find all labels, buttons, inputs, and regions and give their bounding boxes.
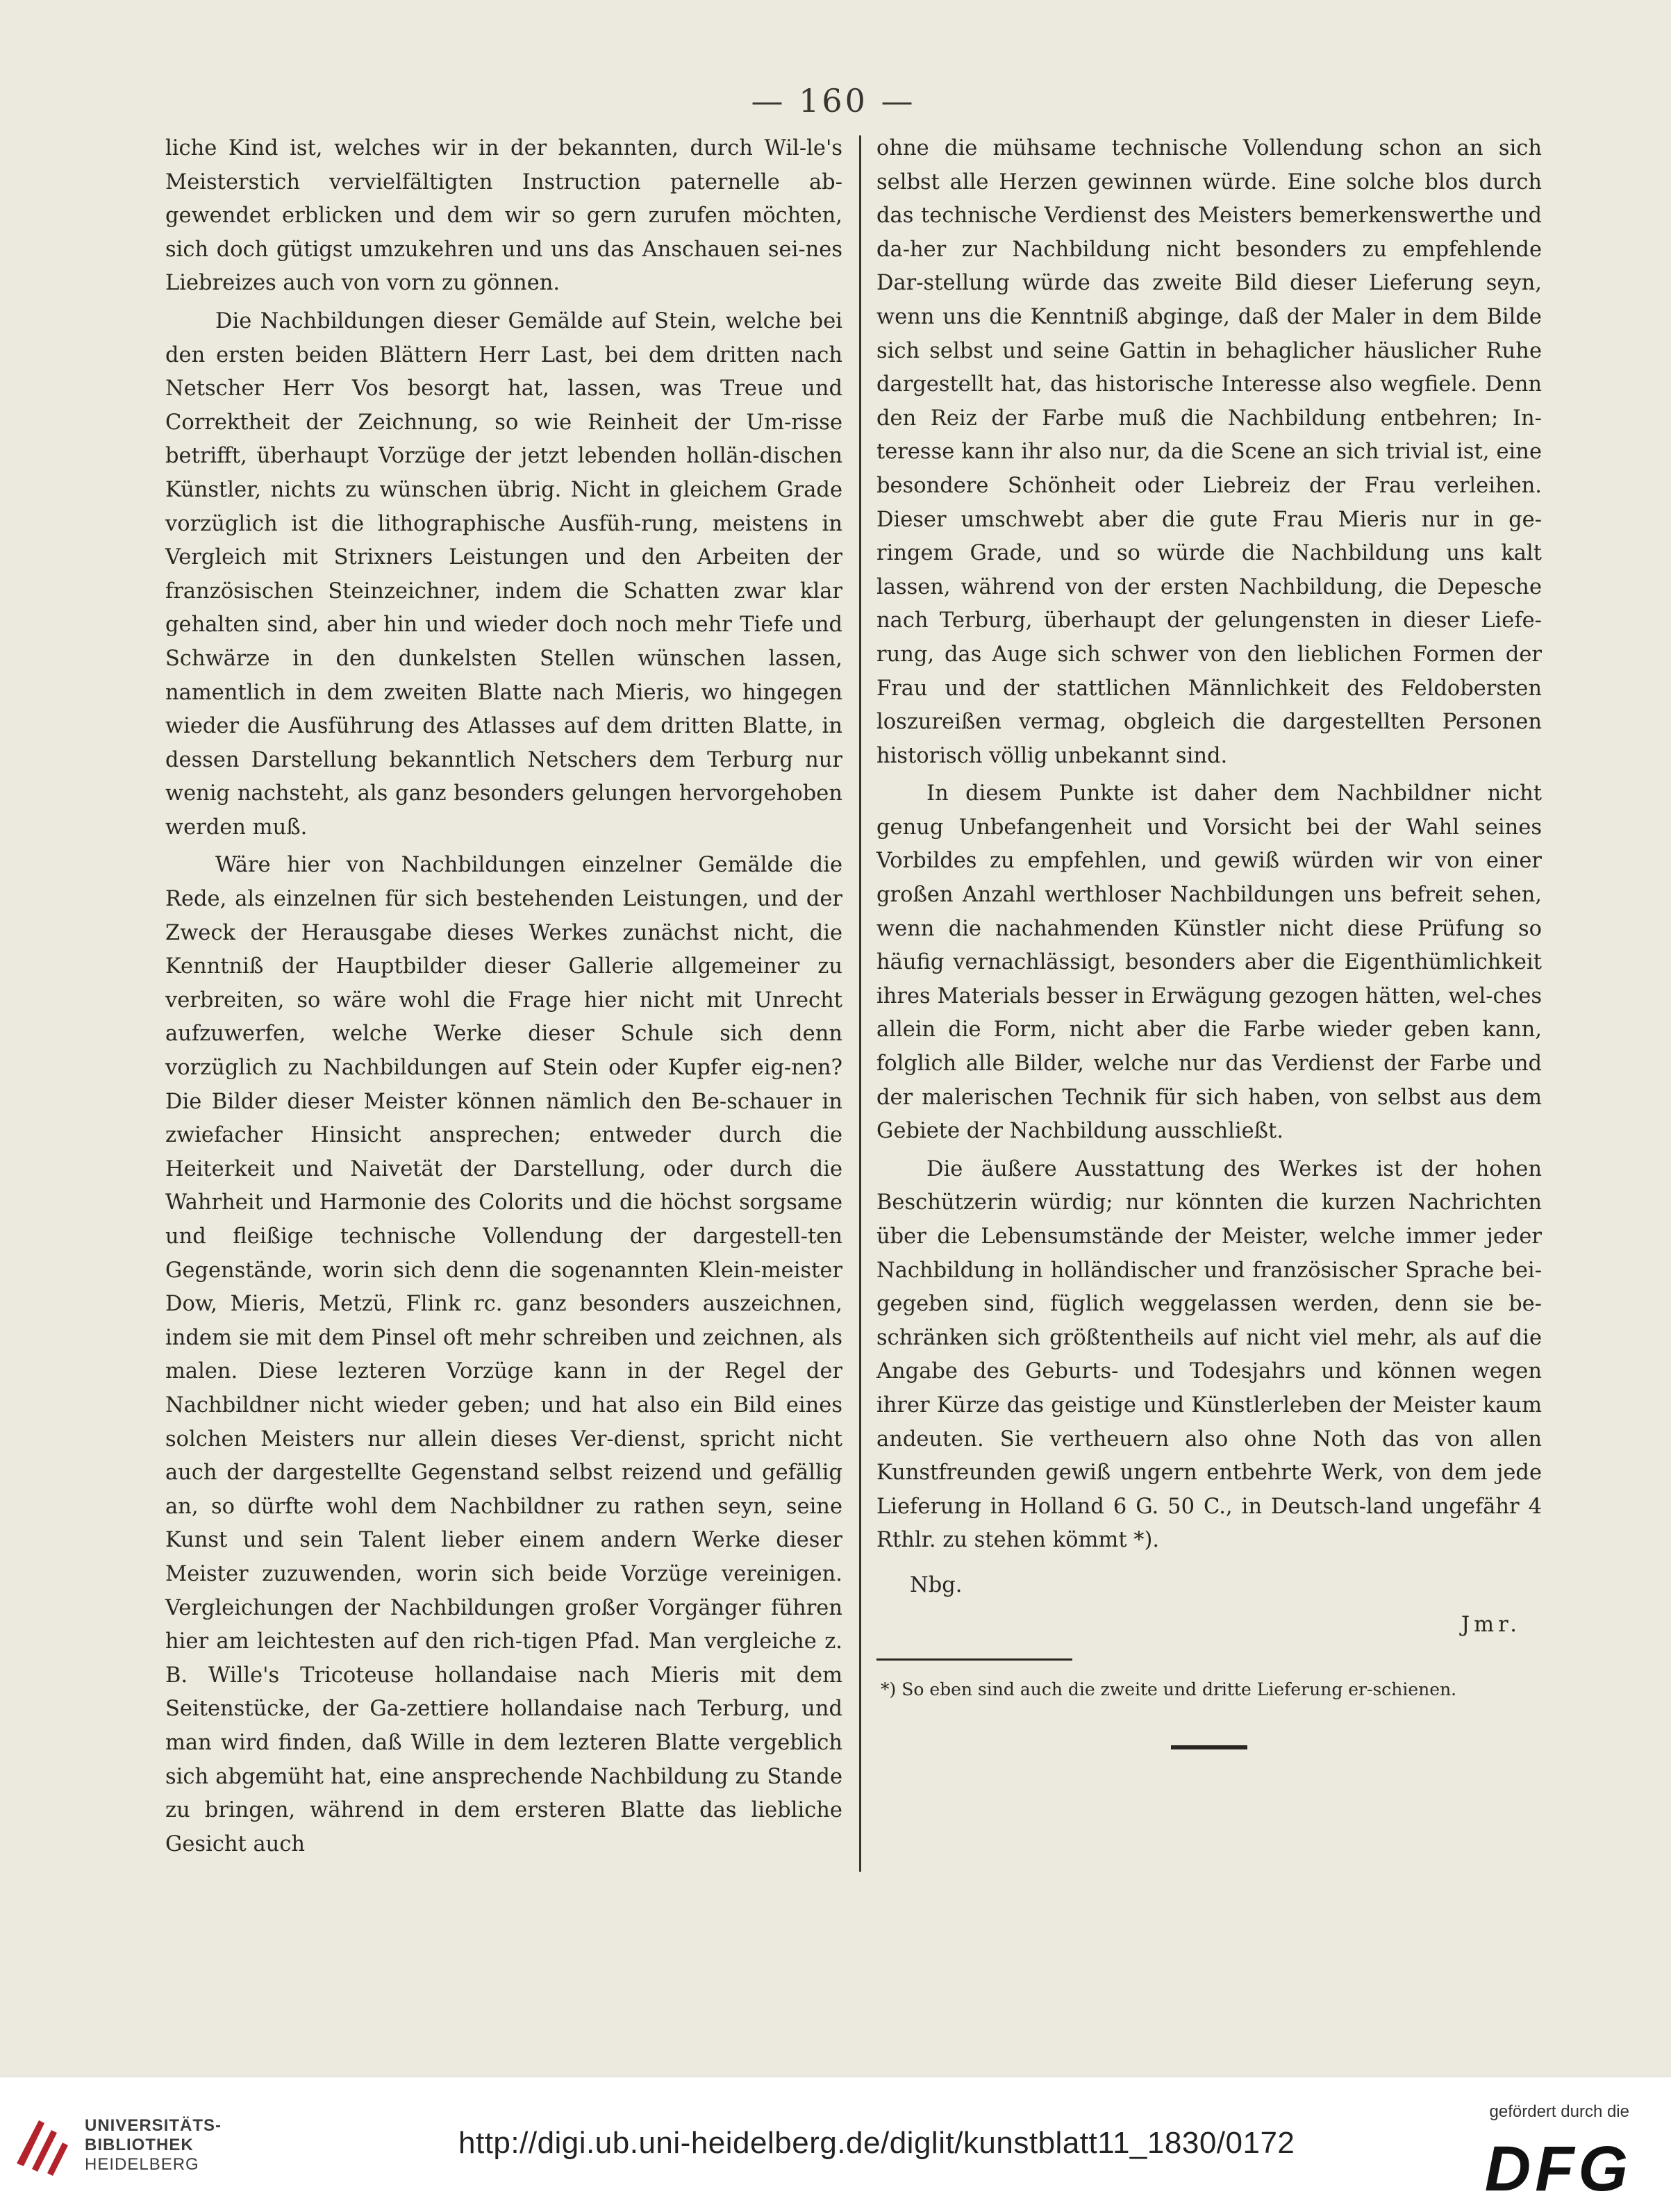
paragraph: Die äußere Ausstattung des Werkes ist der hohen Beschützerin würdig; nur könnten die kurzen Nachrichten über die Lebensumstände der Meister, welche immer jeder Nachbildung in holländischer und französischer Sprache bei-gegeben sind, füglich weggelassen werden, denn sie be-schränken sich größtentheils auf nicht viel mehr, als auf die Angabe des Geburts- und Todesjahrs und können wegen ihrer Kürze das geistige und Künstlerleben der Meister kaum andeuten. Sie vertheuern also ohne Noth das von allen Kunstfreunden gewiß ungern entbehrte Werk, von dem jede Lieferung in Holland 6 G. 50 C., in Deutsch-land ungefähr 4 Rthlr. zu stehen kömmt *).	[876, 1156, 1542, 1553]
paragraph: Wäre hier von Nachbildungen einzelner Gemälde die Rede, als einzelnen für sich bestehenden Leistungen, und der Zweck der Herausgabe dieses Werkes zunächst nicht, die Kenntniß der Hauptbilder dieser Gallerie allgemeiner zu verbreiten, so wäre wohl die Frage hier nicht mit Unrecht aufzuwerfen, welche Werke dieser Schule sich denn vorzüglich zu Nachbildungen auf Stein oder Kupfer eig-nen? Die Bilder dieser Meister können nämlich den Be-schauer in zwiefacher Hinsicht ansprechen; entweder durch die Heiterkeit und Naivetät der Darstellung, oder durch die Wahrheit und Harmonie des Colorits und die höchst sorgsame und fleißige technische Vollendung der dargestell-ten Gegenstände, worin sich denn die sogenannten Klein-meister Dow, Mieris, Metzü, Flink rc. ganz besonders auszeichnen, indem sie mit dem Pinsel oft mehr schreiben und zeichnen, als malen. Diese lezteren Vorzüge kann in der Regel der Nachbildner nicht wieder geben; und hat also ein Bild eines solchen Meisters nur allein dieses Ver-dienst, spricht nicht auch der dargestellte Gegenstand selbst reizend und gefällig an, so dürfte wohl dem Nachbildner zu rathen seyn, seine Kunst und sein Talent lieber einem andern Werke dieser Meister zuzuwenden, worin sich beide Vorzüge vereinigen. Vergleichungen der Nachbildungen großer Vorgänger führen hier am leichtesten auf den rich-tigen Pfad. Man vergleiche z. B. Wille's Tricoteuse hollandaise nach Mieris mit dem Seitenstücke, der Ga-zettiere hollandaise nach Terburg, und man wird finden, daß Wille in dem lezteren Blatte vergeblich sich abgemüht hat, eine ansprechende Nachbildung zu Stande zu bringen, während in dem ersteren Blatte das liebliche Gesicht auch	[165, 853, 842, 1856]
author-signature: Jmr.	[1461, 1612, 1521, 1637]
source-url-link[interactable]: http://digi.ub.uni-heidelberg.de/diglit/kunstblatt11_1830/0172	[458, 2126, 1295, 2160]
paragraph: liche Kind ist, welches wir in der bekannten, durch Wil-le's Meisterstich vervielfältigten Instruction paternelle ab-gewendet erblicken und dem wir so gern zurufen möchten, sich doch gütigst umzukehren und uns das Anschauen sei-nes Liebreizes auch von vorn zu gönnen.	[165, 136, 842, 296]
author-initials: Nbg.	[910, 1572, 963, 1597]
footnote-rule	[876, 1658, 1072, 1661]
paragraph: In diesem Punkte ist daher dem Nachbildner nicht genug Unbefangenheit und Vorsicht bei der Wahl seines Vorbildes zu empfehlen, und gewiß würden wir von einer großen Anzahl werthloser Nachbildungen uns befreit sehen, wenn die nachahmenden Künstler nicht diese Prüfung so häufig vernachlässigt, besonders aber die Eigenthümlichkeit ihres Materials besser in Erwägung gezogen hätten, wel-ches allein die Form, nicht aber die Farbe wieder geben kann, folglich alle Bilder, welche nur das Verdienst der Farbe und der malerischen Technik für sich haben, von selbst aus dem Gebiete der Nachbildung ausschließt.	[876, 781, 1542, 1144]
end-rule	[1171, 1745, 1247, 1749]
dfg-logo: DFG	[1484, 2134, 1632, 2204]
paragraph: Die Nachbildungen dieser Gemälde auf Stein, welche bei den ersten beiden Blättern Herr Last, bei dem dritten nach Netscher Herr Vos besorgt hat, lassen, was Treue und Correktheit der Zeichnung, so wie Reinheit der Um-risse betrifft, überhaupt Vorzüge der jetzt lebenden hollän-dischen Künstler, nichts zu wünschen übrig. Nicht in gleichem Grade vorzüglich ist die lithographische Ausfüh-rung, meistens in Vergleich mit Strixners Leistungen und den Arbeiten der französischen Steinzeichner, indem die Schatten zwar klar gehalten sind, aber hin und wieder doch noch mehr Tiefe und Schwärze in den dunkelsten Stellen wünschen lassen, namentlich in dem zweiten Blatte nach Mieris, wo hingegen wieder die Ausführung des Atlasses auf dem dritten Blatte, in dessen Darstellung bekanntlich Netschers dem Terburg nur wenig nachsteht, als ganz besonders gelungen hervorgehoben werden muß.	[165, 308, 842, 840]
paragraph: ohne die mühsame technische Vollendung schon an sich selbst alle Herzen gewinnen würde. Eine solche blos durch das technische Verdienst des Meisters bemerkenswerthe und da-her zur Nachbildung nicht besonders zu empfehlende Dar-stellung würde das zweite Bild dieser Lieferung seyn, wenn uns die Kenntniß abginge, daß der Maler in dem Bilde sich selbst und seine Gattin in behaglicher häuslicher Ruhe dargestellt hat, das historische Interesse also wegfiele. Denn den Reiz der Farbe muß die Nachbildung entbehren; In-teresse kann ihr also nur, da die Scene an sich trivial ist, eine besondere Schönheit oder Liebreiz der Frau verleihen. Dieser umschwebt aber die gute Frau Mieris nur in ge-ringem Grade, und so würde die Nachbildung uns kalt lassen, während von der ersten Nachbildung, die Depesche nach Terburg, überhaupt der gelungensten in dieser Liefe-rung, das Auge sich schwer von den lieblichen Formen der Frau und der stattlichen Männlichkeit des Feldobersten loszureißen vermag, obgleich die dargestellten Personen historisch völlig unbekannt sind.	[876, 136, 1542, 768]
footer-bar	[0, 2077, 1671, 2212]
left-text-column	[165, 132, 842, 1861]
page-number: — 160 —	[751, 82, 916, 119]
column-divider	[859, 135, 861, 1872]
library-logo-icon	[11, 2115, 71, 2181]
footnote: *) So eben sind auch die zweite und dritte Lieferung er-schienen.	[881, 1679, 1457, 1700]
right-text-column	[876, 132, 1542, 1749]
funder-label: gefördert durch die	[1489, 2102, 1629, 2121]
library-name: UNIVERSITÄTS- BIBLIOTHEK HEIDELBERG	[85, 2116, 222, 2174]
